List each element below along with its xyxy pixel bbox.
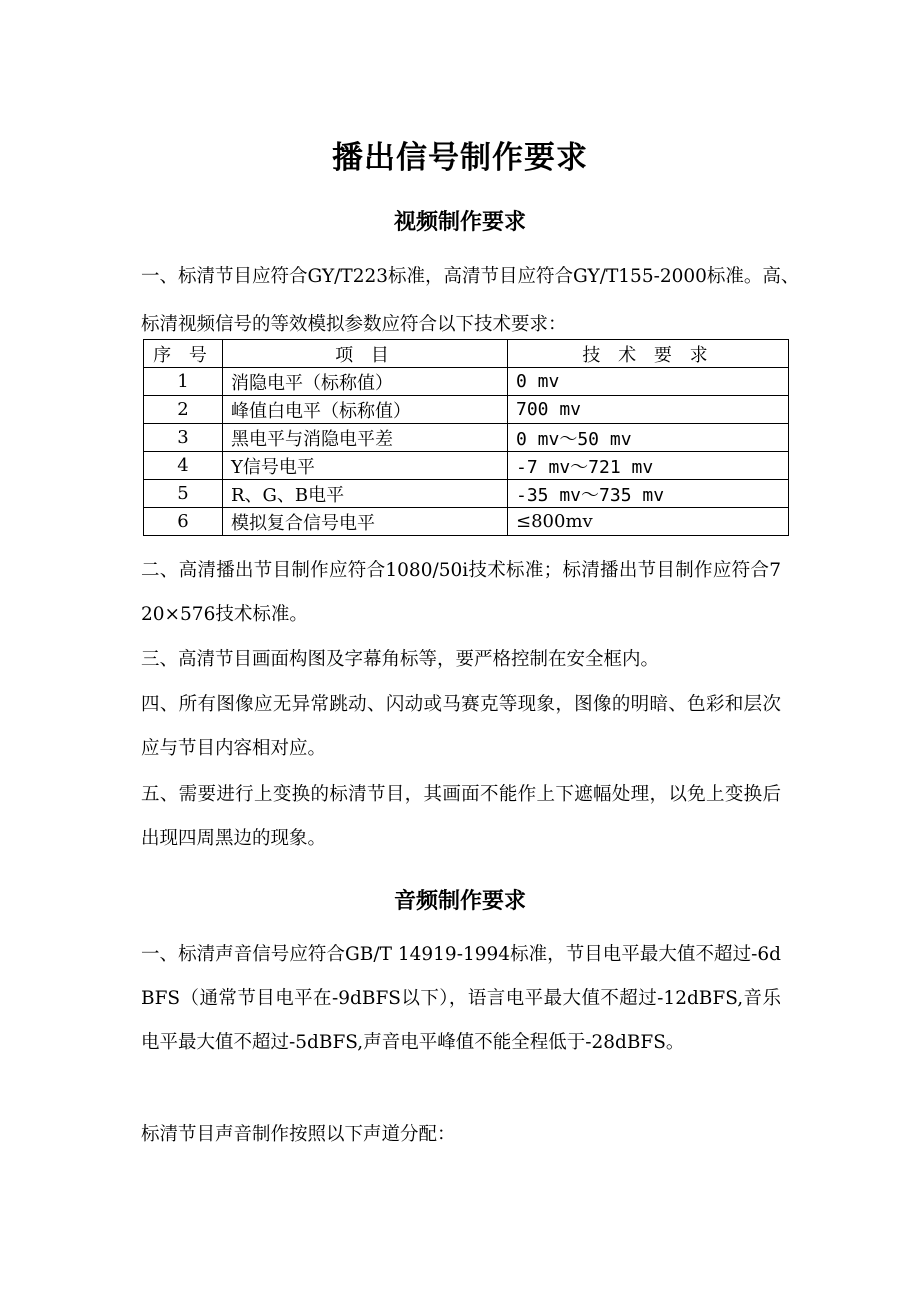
table-row [144,480,789,508]
table-row [144,452,789,480]
row-requirement: -35 mv～735 mv [508,480,789,508]
audio-paragraph-2: 标清节目声音制作按照以下声道分配： [141,1124,456,1145]
row-requirement: 0 mv [508,368,789,396]
row-number: 1 [144,368,223,396]
row-number: 4 [144,452,223,480]
row-item: R、G、B电平 [223,480,508,508]
audio-paragraph-1: 一、标清声音信号应符合GB/T 14919-1994标准，节目电平最大值不超过-6dBFS（通常节目电平在-9dBFS以下），语言电平最大值不超过-12dBFS,音乐电平最大值不超过-5dBFS,声音电平峰值不能全程低于-28dBFS。 [141,944,781,1053]
row-item: 消隐电平（标称值） [223,368,508,396]
row-number: 5 [144,480,223,508]
video-paragraph-4: 四、所有图像应无异常跳动、闪动或马赛克等现象，图像的明暗、色彩和层次应与节目内容相对应。 [141,694,781,759]
table-row [144,424,789,452]
page-title: 播出信号制作要求 [332,140,588,176]
video-section-heading: 视频制作要求 [393,210,526,235]
row-number: 6 [144,508,223,536]
table-row [144,368,789,396]
video-paragraph-3: 三、高清节目画面构图及字幕角标等，要严格控制在安全框内。 [141,649,660,670]
table-header-no: 序 号 [144,340,223,368]
row-requirement: ≤800mv [508,508,789,536]
table-header-item: 项 目 [223,340,508,368]
video-paragraph-5: 五、需要进行上变换的标清节目，其画面不能作上下遮幅处理，以免上变换后出现四周黑边的现象。 [141,784,781,849]
table-row [144,508,789,536]
row-number: 3 [144,424,223,452]
row-item: 模拟复合信号电平 [223,508,508,536]
row-requirement: -7 mv～721 mv [508,452,789,480]
video-intro-line-1: 一、标清节目应符合GY/T223标准，高清节目应符合GY/T155-2000标准。高、 [141,266,800,287]
table-header-row [144,340,789,368]
video-intro-line-2: 标清视频信号的等效模拟参数应符合以下技术要求： [141,314,567,335]
video-paragraph-2: 二、高清播出节目制作应符合1080/50i技术标准；标清播出节目制作应符合720×576技术标准。 [141,560,781,625]
audio-section-heading: 音频制作要求 [393,889,526,914]
video-spec-table [143,339,789,536]
row-item: 黑电平与消隐电平差 [223,424,508,452]
row-number: 2 [144,396,223,424]
row-item: Y信号电平 [223,452,508,480]
table-row [144,396,789,424]
row-item: 峰值白电平（标称值） [223,396,508,424]
row-requirement: 700 mv [508,396,789,424]
table-header-requirement: 技 术 要 求 [508,340,789,368]
row-requirement: 0 mv～50 mv [508,424,789,452]
